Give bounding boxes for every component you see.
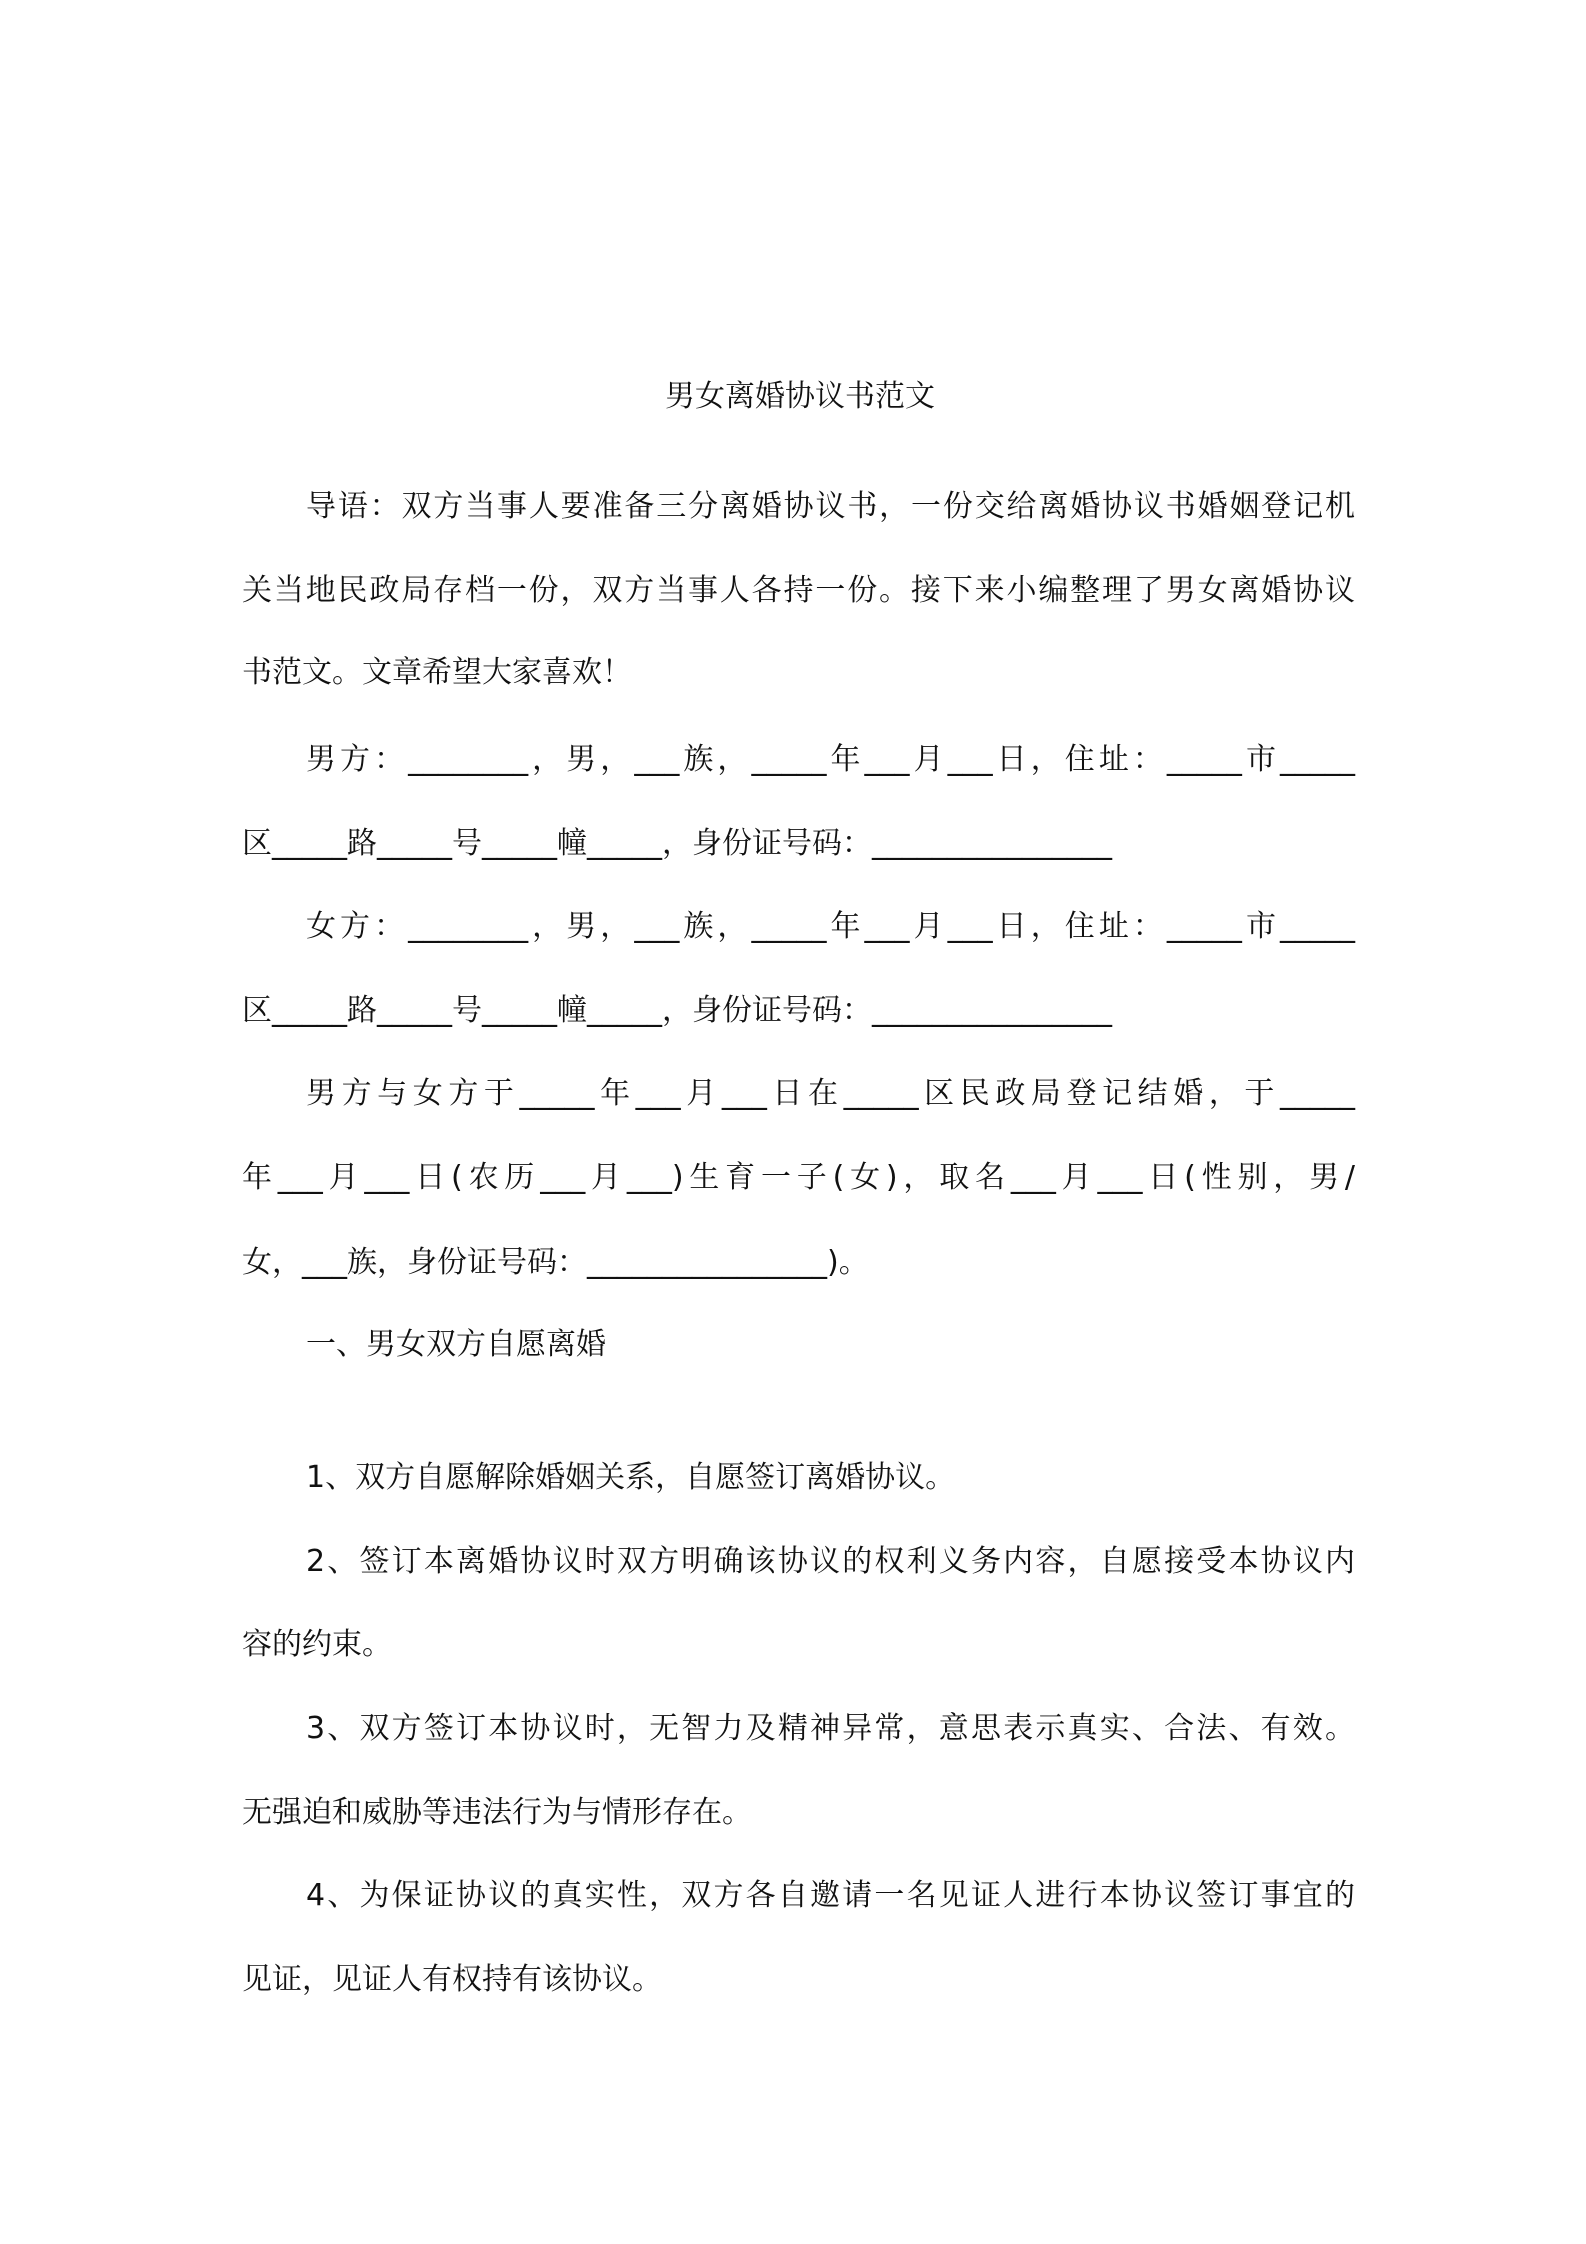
- female-info-line: 女方：________，男，___族，_____年___月___日，住址：_____市_____: [306, 909, 1355, 944]
- marriage-line: 女，___族，身份证号码：________________)。: [242, 1245, 869, 1280]
- clause-line: 2、签订本离婚协议时双方明确该协议的权利义务内容，自愿接受本协议内: [306, 1544, 1355, 1579]
- document-title: 男女离婚协议书范文: [665, 379, 935, 414]
- clause-line: 4、为保证协议的真实性，双方各自邀请一名见证人进行本协议签订事宜的: [306, 1878, 1355, 1913]
- clause-line: 见证，见证人有权持有该协议。: [242, 1962, 662, 1997]
- clause-line: 无强迫和威胁等违法行为与情形存在。: [242, 1795, 752, 1830]
- intro-line: 导语：双方当事人要准备三分离婚协议书，一份交给离婚协议书婚姻登记机: [306, 489, 1355, 524]
- clause-line: 1、双方自愿解除婚姻关系，自愿签订离婚协议。: [306, 1460, 956, 1495]
- female-info-line: 区_____路_____号_____幢_____，身份证号码：________________: [242, 993, 1112, 1028]
- marriage-line: 年___月___日(农历___月___)生育一子(女)，取名___月___日(性别，男/: [242, 1160, 1355, 1195]
- intro-line: 关当地民政局存档一份，双方当事人各持一份。接下来小编整理了男女离婚协议: [242, 573, 1355, 608]
- male-info-line: 男方：________，男，___族，_____年___月___日，住址：_____市_____: [306, 742, 1355, 777]
- male-info-line: 区_____路_____号_____幢_____，身份证号码：________________: [242, 826, 1112, 861]
- clause-line: 3、双方签订本协议时，无智力及精神异常，意思表示真实、合法、有效。: [306, 1711, 1355, 1746]
- marriage-line: 男方与女方于_____年___月___日在_____区民政局登记结婚，于_____: [306, 1076, 1355, 1111]
- intro-line: 书范文。文章希望大家喜欢！: [242, 655, 632, 690]
- clause-line: 容的约束。: [242, 1627, 392, 1662]
- section-heading: 一、男女双方自愿离婚: [306, 1327, 606, 1362]
